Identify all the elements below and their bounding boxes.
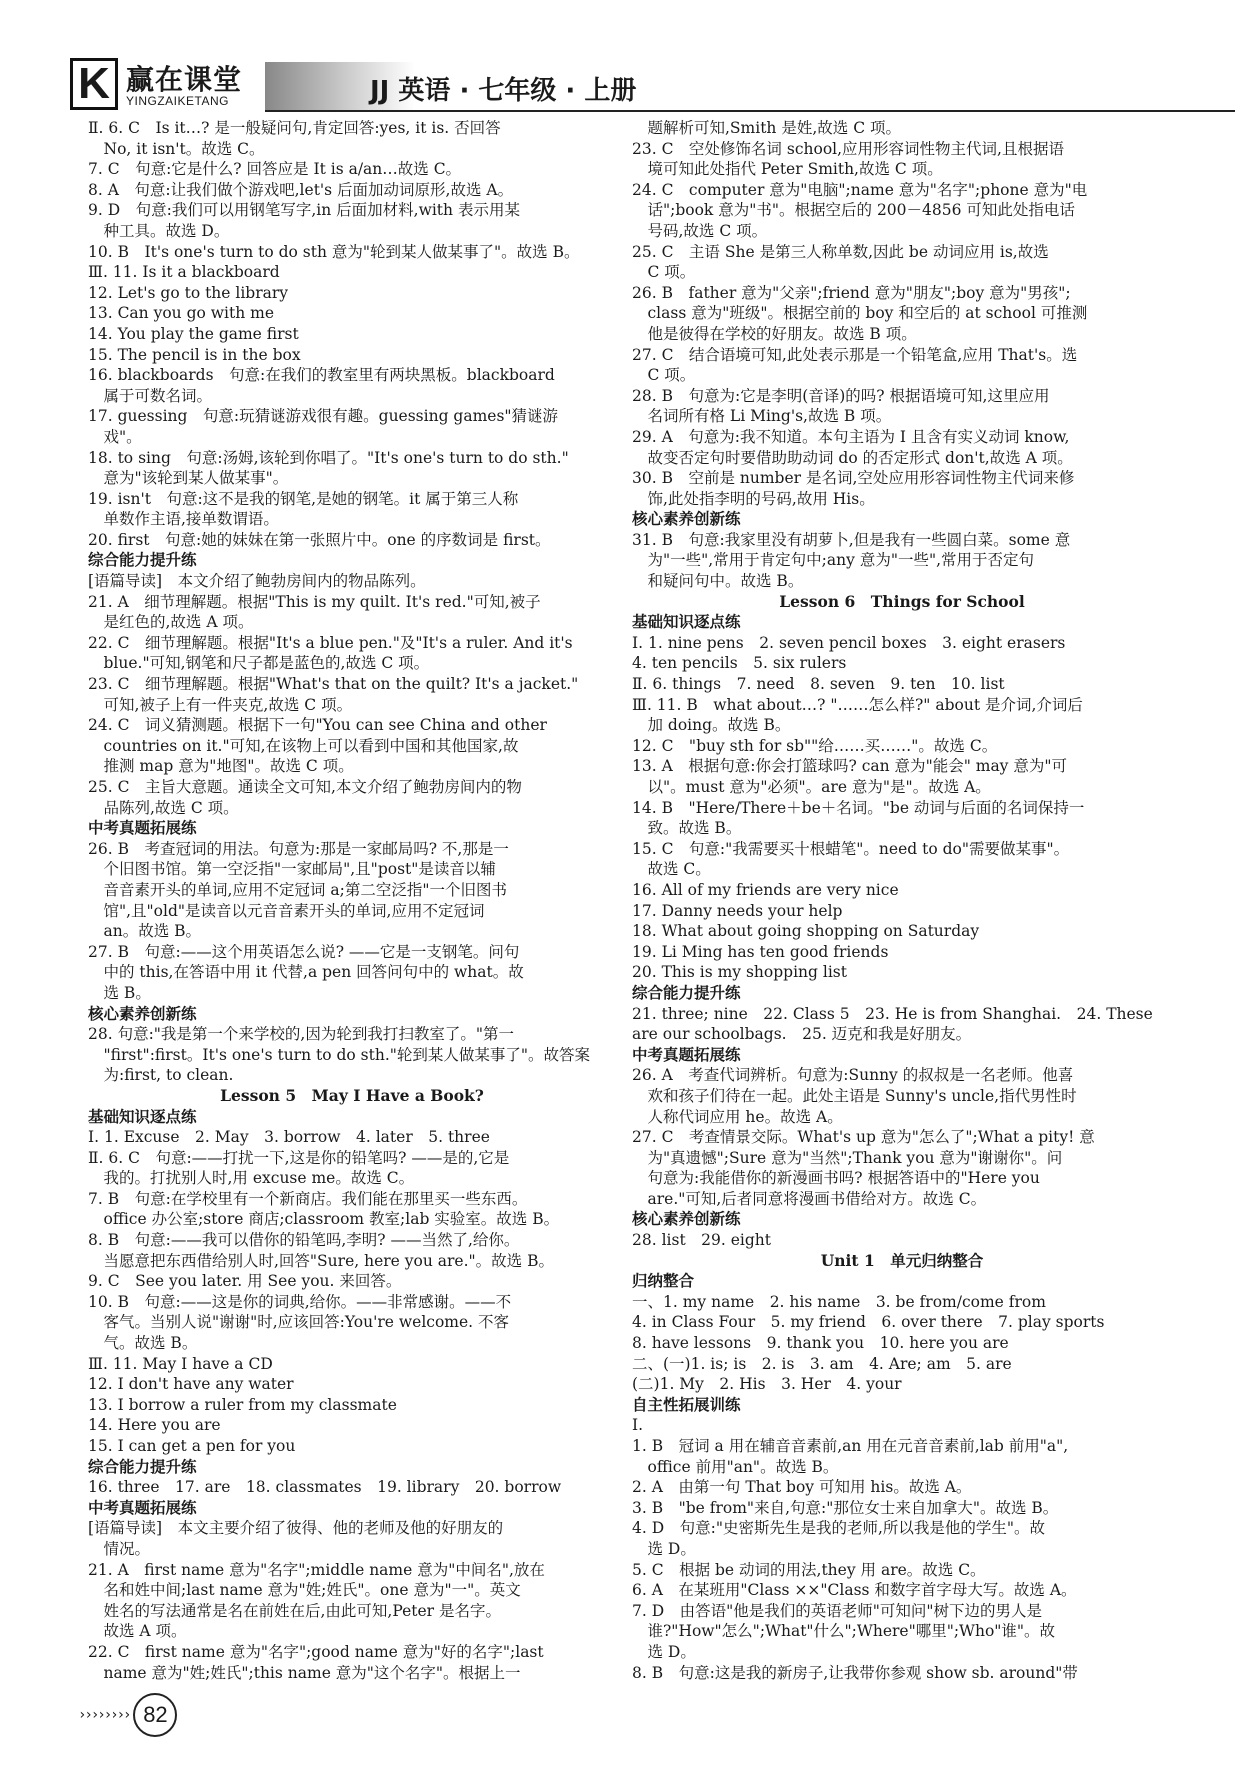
logo-title: 赢在课堂	[126, 63, 243, 96]
answer-line: 10. B 句意:——这是你的词典,给你。——非常感谢。——不	[88, 1292, 512, 1311]
answer-line: 9. D 句意:我们可以用钢笔写字,in 后面加材料,with 表示用某	[88, 201, 520, 220]
answer-line: 气。故选 B。	[88, 1334, 198, 1353]
section-heading: 基础知识逐点练	[632, 613, 741, 632]
answer-line: 一、1. my name 2. his name 3. be from/come from	[632, 1292, 1046, 1311]
header-rule	[265, 110, 1235, 112]
answer-line: 12. Let's go to the library	[88, 283, 289, 302]
answer-line: 28. B 句意为:它是李明(音译)的吗? 根据语境可知,这里应用	[632, 386, 1050, 405]
section-heading: 核心素养创新练	[88, 1004, 197, 1023]
answer-line: 个旧图书馆。第一空泛指"一家邮局",且"post"是读音以辅	[88, 860, 496, 879]
answer-line: Ⅱ. 6. C 句意:——打扰一下,这是你的铅笔吗? ——是的,它是	[88, 1148, 510, 1167]
answer-line: office 前用"an"。故选 B。	[632, 1457, 839, 1476]
answer-line: Ⅰ. 1. Excuse 2. May 3. borrow 4. later 5. three	[88, 1128, 490, 1147]
answer-line: 16. blackboards 句意:在我们的教室里有两块黑板。blackboard	[88, 366, 555, 385]
answer-line: 8. A 句意:让我们做个游戏吧,let's 后面加动词原形,故选 A。	[88, 180, 514, 199]
answer-line: 5. C 根据 be 动词的用法,they 用 are。故选 C。	[632, 1560, 986, 1579]
answer-line: 18. What about going shopping on Saturday	[632, 922, 980, 941]
answer-line: 26. B 考查冠词的用法。句意为:那是一家邮局吗? 不,那是一	[88, 839, 509, 858]
answer-line: 他是彼得在学校的好朋友。故选 B 项。	[632, 324, 917, 343]
answer-line: 25. C 主旨大意题。通读全文可知,本文介绍了鲍勃房间内的物	[88, 778, 522, 796]
answer-line: C 项。	[632, 263, 696, 282]
section-heading: 综合能力提升练	[88, 1457, 197, 1476]
answer-line: 12. C "buy sth for sb""给……买……"。故选 C。	[632, 736, 998, 755]
answer-line: 20. first 句意:她的妹妹在第一张照片中。one 的序数词是 first。	[88, 530, 551, 549]
answer-line: Ⅲ. 11. May I have a CD	[88, 1354, 273, 1373]
answer-line: 话";book 意为"书"。根据空后的 200－4856 可知此处指电话	[632, 201, 1075, 220]
answer-line: Ⅲ. 11. Is it a blackboard	[88, 263, 280, 282]
section-heading: 综合能力提升练	[632, 983, 741, 1002]
page-arrow-icon: ››››››››	[78, 1707, 130, 1723]
answer-line: 28. list 29. eight	[632, 1231, 772, 1250]
answer-line: Ⅰ. 1. nine pens 2. seven pencil boxes 3. eight erasers	[632, 633, 1066, 652]
answer-line: 8. have lessons 9. thank you 10. here you are	[632, 1334, 1009, 1353]
answer-line: 为"一些",常用于肯定句中;any 意为"一些",常用于否定句	[632, 551, 1035, 570]
section-heading: 综合能力提升练	[88, 551, 197, 570]
answer-line: 17. guessing 句意:玩猜谜游戏很有趣。guessing games"猜谜游	[88, 407, 559, 426]
answer-line: 15. I can get a pen for you	[88, 1437, 296, 1455]
answer-line: 故变否定句时要借助助动词 do 的否定形式 don't,故选 A 项。	[632, 448, 1073, 467]
answer-line: 28. 句意:"我是第一个来学校的,因为轮到我打扫教室了。"第一	[88, 1025, 514, 1044]
section-heading: 核心素养创新练	[632, 510, 741, 529]
answer-line: countries on it."可知,在该物上可以看到中国和其他国家,故	[88, 736, 519, 755]
answer-line: 8. B 句意:这是我的新房子,让我带你参观 show sb. around"带	[632, 1663, 1078, 1682]
section-heading: 自主性拓展训练	[632, 1395, 741, 1414]
answer-line: 名和姓中间;last name 意为"姓;姓氏"。one 意为"一"。英文	[88, 1581, 521, 1600]
answer-line: 为"真遗憾";Sure 意为"当然";Thank you 意为"谢谢你"。问	[632, 1148, 1063, 1167]
answer-line: 品陈列,故选 C 项。	[88, 798, 239, 817]
answer-line: C 项。	[632, 366, 696, 385]
answer-line: 境可知此处指代 Peter Smith,故选 C 项。	[632, 160, 943, 179]
answer-line: 1. B 冠词 a 用在辅音音素前,an 用在元音音素前,lab 前用"a",	[632, 1437, 1069, 1455]
answer-line: 8. B 句意:——我可以借你的铅笔吗,李明? ——当然了,给你。	[88, 1231, 520, 1250]
answer-line: 29. A 句意为:我不知道。本句主语为 I 且含有实义动词 know,	[632, 427, 1070, 446]
section-heading: 中考真题拓展练	[88, 819, 197, 838]
section-heading: 归纳整合	[632, 1272, 695, 1291]
answer-line: 2. A 由第一句 That boy 可知用 his。故选 A。	[632, 1478, 972, 1497]
answer-line: 12. I don't have any water	[88, 1375, 294, 1394]
answer-line: 6. A 在某班用"Class ××"Class 和数字首字母大写。故选 A。	[632, 1581, 1077, 1600]
page-header	[70, 52, 1170, 114]
answer-line: 故选 C。	[632, 860, 711, 879]
lesson-title: Lesson 6 Things for School	[779, 591, 1025, 611]
answer-line: 14. B "Here/There＋be＋名词。"be 动词与后面的名词保持一	[632, 798, 1085, 817]
answer-line: 22. C first name 意为"名字";good name 意为"好的名字";last	[88, 1642, 544, 1661]
answer-line: 15. C 句意:"我需要买十根蜡笔"。need to do"需要做某事"。	[632, 839, 1070, 858]
answer-line: 23. C 空处修饰名词 school,应用形容词性物主代词,且根据语	[632, 139, 1064, 158]
answer-line: 饰,此处指李明的号码,故用 His。	[632, 489, 875, 508]
answer-line: 7. C 句意:它是什么? 回答应是 It is a/an…故选 C。	[88, 160, 462, 179]
answer-line: 21. A first name 意为"名字";middle name 意为"中间名",放在	[88, 1560, 545, 1579]
answer-line: 名词所有格 Li Ming's,故选 B 项。	[632, 407, 892, 426]
answer-line: 推测 map 意为"地图"。故选 C 项。	[88, 757, 354, 776]
answer-line: 13. A 根据句意:你会打篮球吗? can 意为"能会" may 意为"可	[632, 757, 1068, 776]
answer-line: 9. C See you later. 用 See you. 来回答。	[88, 1272, 402, 1291]
answer-line: [语篇导读] 本文介绍了鲍勃房间内的物品陈列。	[88, 572, 426, 591]
answer-line: 26. B father 意为"父亲";friend 意为"朋友";boy 意为"男孩";	[632, 283, 1071, 302]
answer-line: 选 D。	[632, 1539, 696, 1558]
answer-line: "first":first。It's one's turn to do sth."轮到某人做某事了"。故答案	[88, 1045, 591, 1064]
answer-line: 以"。must 意为"必须"。are 意为"是"。故选 A。	[632, 778, 991, 796]
book-title: JJ 英语 · 七年级 · 上册	[370, 76, 637, 106]
answer-line: 当愿意把东西借给别人时,回答"Sure, here you are."。故选 B。	[88, 1251, 554, 1270]
answer-line: 17. Danny needs your help	[632, 901, 843, 920]
answer-line: 4. D 句意:"史密斯先生是我的老师,所以我是他的学生"。故	[632, 1519, 1046, 1538]
answer-line: 种工具。故选 D。	[88, 221, 230, 240]
answer-line: 15. The pencil is in the box	[88, 345, 301, 364]
answer-line: 27. B 句意:——这个用英语怎么说? ——它是一支钢笔。问句	[88, 942, 520, 961]
answer-line: 加 doing。故选 B。	[632, 716, 791, 735]
section-heading: 中考真题拓展练	[632, 1045, 741, 1064]
answer-line: 和疑问句中。故选 B。	[632, 572, 804, 591]
answer-line: 致。故选 B。	[632, 819, 742, 838]
answer-line: 客气。当别人说"谢谢"时,应该回答:You're welcome. 不客	[88, 1313, 510, 1332]
answer-line: 21. A 细节理解题。根据"This is my quilt. It's red."可知,被子	[88, 592, 541, 611]
answer-line: 4. ten pencils 5. six rulers	[632, 654, 847, 673]
answer-line: 姓名的写法通常是名在前姓在后,由此可知,Peter 是名字。	[88, 1601, 501, 1620]
answer-line: blue."可知,钢笔和尺子都是蓝色的,故选 C 项。	[88, 654, 430, 673]
lesson-title: Unit 1 单元归纳整合	[820, 1250, 984, 1270]
answer-line: 7. D 由答语"他是我们的英语老师"可知问"树下边的男人是	[632, 1601, 1043, 1620]
answer-line: 故选 A 项。	[88, 1622, 187, 1641]
left-column	[88, 118, 616, 1683]
answer-line: 句意为:我能借你的新漫画书吗? 根据答语中的"Here you	[632, 1169, 1040, 1188]
answer-line: 题解析可知,Smith 是姓,故选 C 项。	[632, 119, 901, 137]
answer-line: 25. C 主语 She 是第三人称单数,因此 be 动词应用 is,故选	[632, 242, 1049, 261]
answer-line: (二)1. My 2. His 3. Her 4. your	[632, 1375, 902, 1394]
answer-line: 欢和孩子们待在一起。此处主语是 Sunny's uncle,指代男性时	[632, 1086, 1077, 1105]
answer-line: 中的 this,在答语中用 it 代替,a pen 回答问句中的 what。故	[88, 963, 524, 982]
answer-line: 14. You play the game first	[88, 324, 299, 343]
answer-line: 我的。打扰别人时,用 excuse me。故选 C。	[88, 1169, 415, 1188]
answer-line: 3. B "be from"来自,句意:"那位女士来自加拿大"。故选 B。	[632, 1498, 1059, 1517]
answer-line: 选 D。	[632, 1642, 696, 1661]
answer-line: 谁?"How"怎么";What"什么";Where"哪里";Who"谁"。故	[632, 1622, 1056, 1641]
answer-line: 10. B It's one's turn to do sth 意为"轮到某人做某事了"。故选 B。	[88, 242, 580, 261]
logo-k-icon: K	[70, 58, 118, 110]
answer-line: 7. B 句意:在学校里有一个新商店。我们能在那里买一些东西。	[88, 1189, 528, 1208]
answer-line: an。故选 B。	[88, 922, 202, 941]
answer-line: office 办公室;store 商店;classroom 教室;lab 实验室。故选 B。	[88, 1210, 560, 1229]
answer-line: are our schoolbags. 25. 迈克和我是好朋友。	[632, 1025, 972, 1044]
answer-line: 21. three; nine 22. Class 5 23. He is from Shanghai. 24. These	[632, 1004, 1153, 1023]
answer-line: 可知,被子上有一件夹克,故选 C 项。	[88, 695, 353, 714]
answer-line: class 意为"班级"。根据空前的 boy 和空后的 at school 可推测	[632, 304, 1088, 323]
answer-line: 4. in Class Four 5. my friend 6. over there 7. play sports	[632, 1313, 1105, 1332]
answer-line: Ⅱ. 6. things 7. need 8. seven 9. ten 10. list	[632, 675, 1005, 694]
answer-line: Ⅱ. 6. C Is it…? 是一般疑问句,肯定回答:yes, it is. 否回答	[88, 119, 501, 137]
answer-line: 30. B 空前是 number 是名词,空处应用形容词性物主代词来修	[632, 469, 1075, 488]
answer-line: No, it isn't。故选 C。	[88, 139, 265, 158]
answer-line: 24. C computer 意为"电脑";name 意为"名字";phone 意为"电	[632, 180, 1088, 199]
answer-line: [语篇导读] 本文主要介绍了彼得、他的老师及他的好朋友的	[88, 1519, 504, 1538]
answer-line: 19. isn't 句意:这不是我的钢笔,是她的钢笔。it 属于第三人称	[88, 489, 519, 508]
answer-line: 选 B。	[88, 983, 151, 1002]
answer-line: 人称代词应用 he。故选 A。	[632, 1107, 843, 1126]
page-number: 82	[133, 1693, 177, 1737]
answer-line: Ⅲ. 11. B what about…? "……怎么样?" about 是介词,介词后	[632, 695, 1083, 714]
page-footer	[78, 1692, 177, 1738]
answer-line: 音音素开头的单词,应用不定冠词 a;第二空泛指"一个旧图书	[88, 880, 507, 899]
answer-line: 馆",且"old"是读音以元音音素开头的单词,应用不定冠词	[88, 901, 485, 920]
answer-line: name 意为"姓;姓氏";this name 意为"这个名字"。根据上一	[88, 1663, 521, 1682]
answer-line: 是红色的,故选 A 项。	[88, 613, 254, 632]
answer-line: Ⅰ.	[632, 1416, 644, 1435]
answer-line: 20. This is my shopping list	[632, 963, 847, 982]
answer-line: 戏"。	[88, 427, 142, 446]
answer-line: 意为"该轮到某人做某事"。	[88, 469, 289, 488]
answer-line: 27. C 考查情景交际。What's up 意为"怎么了";What a pity! 意	[632, 1128, 1095, 1147]
lesson-title: Lesson 5 May I Have a Book?	[220, 1085, 484, 1105]
answer-line: 情况。	[88, 1539, 151, 1558]
answer-line: are."可知,后者同意将漫画书借给对方。故选 C。	[632, 1189, 987, 1208]
answer-line: 31. B 句意:我家里没有胡萝卜,但是我有一些圆白菜。some 意	[632, 530, 1071, 549]
answer-line: 22. C 细节理解题。根据"It's a blue pen."及"It's a ruler. And it's	[88, 633, 573, 652]
answer-line: 16. All of my friends are very nice	[632, 880, 899, 899]
answer-line: 属于可数名词。	[88, 386, 213, 405]
answer-line: 13. Can you go with me	[88, 304, 274, 323]
section-heading: 核心素养创新练	[632, 1210, 741, 1229]
answer-line: 27. C 结合语境可知,此处表示那是一个铅笔盒,应用 That's。选	[632, 345, 1078, 364]
answer-line: 为:first, to clean.	[88, 1066, 234, 1085]
answer-line: 26. A 考查代词辨析。句意为:Sunny 的叔叔是一名老师。他喜	[632, 1066, 1074, 1085]
answer-line: 13. I borrow a ruler from my classmate	[88, 1395, 397, 1414]
right-column	[632, 118, 1172, 1683]
logo-subtitle: YINGZAIKETANG	[126, 94, 229, 108]
answer-line: 19. Li Ming has ten good friends	[632, 942, 889, 961]
answer-line: 23. C 细节理解题。根据"What's that on the quilt? It's a jacket."	[88, 675, 579, 694]
answer-line: 18. to sing 句意:汤姆,该轮到你唱了。"It's one's turn to do sth."	[88, 448, 569, 467]
section-heading: 中考真题拓展练	[88, 1498, 197, 1517]
answer-line: 二、(一)1. is; is 2. is 3. am 4. Are; am 5. are	[632, 1354, 1012, 1373]
answer-line: 单数作主语,接单数谓语。	[88, 510, 279, 529]
answer-line: 24. C 词义猜测题。根据下一句"You can see China and other	[88, 716, 547, 735]
section-heading: 基础知识逐点练	[88, 1107, 197, 1126]
answer-line: 14. Here you are	[88, 1416, 221, 1435]
answer-line: 16. three 17. are 18. classmates 19. library 20. borrow	[88, 1478, 562, 1497]
answer-line: 号码,故选 C 项。	[632, 221, 768, 240]
